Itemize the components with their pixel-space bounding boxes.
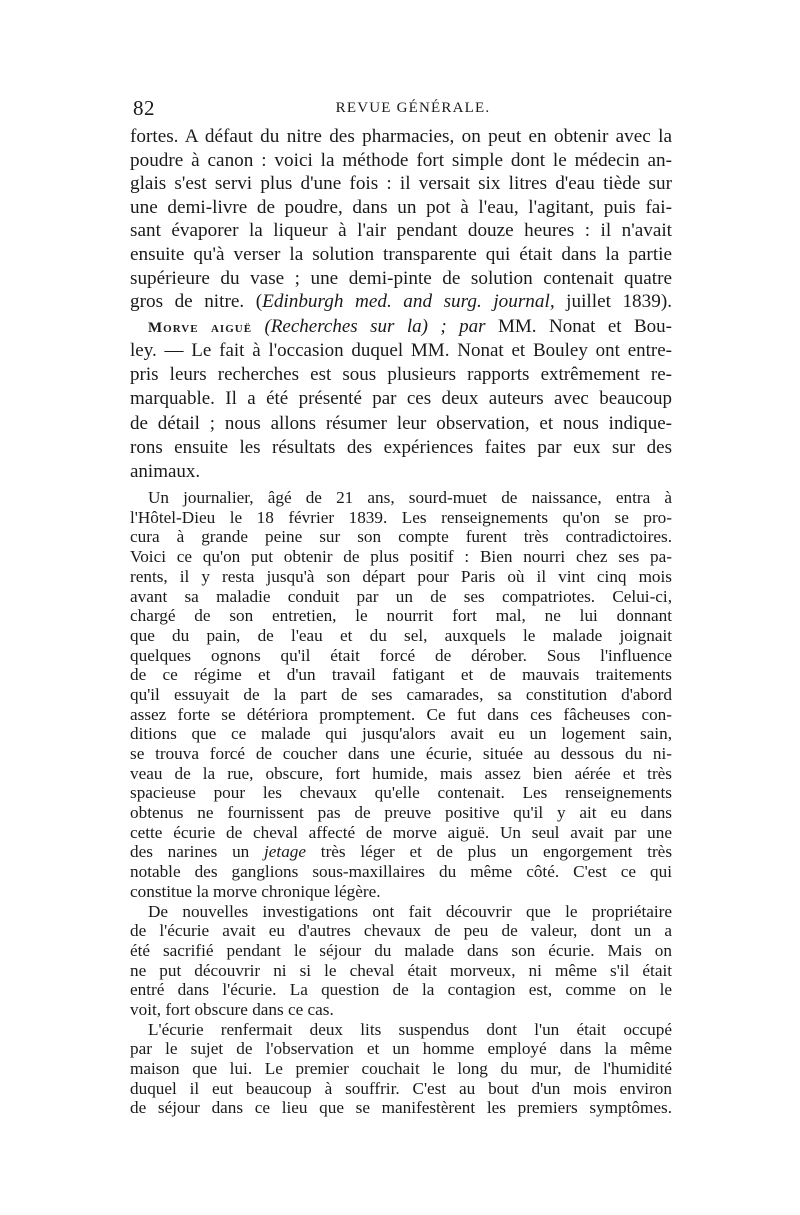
text-line: de séjour dans ce lieu que se manifestèrent les premiers symptômes. [130,1098,672,1118]
citation-suffix: juillet 1839). [554,291,673,313]
text-line: avant sa maladie conduit par un de ses compatriotes. Celui-ci, [130,586,672,606]
text-line: constitue la morve chronique légère. [130,881,381,901]
journal-title: Edinburgh med. and surg. journal, [262,291,555,313]
text-line: quelques ognons qu'il était forcé de dérober. Sous l'influence [130,645,672,665]
paragraph-nitre [130,125,672,314]
text-line: sant évaporer la liqueur à l'air pendant douze heures : il n'avait [130,220,672,242]
text-line: de l'écurie avait eu d'autres chevaux de peu de valeur, dont un a [130,921,672,941]
text-line: supérieure du vase ; une demi-pinte de solution contenait quatre [130,267,672,289]
text-fragment: des narines un [130,842,265,862]
section-morve-aigue [130,315,672,484]
page-header [133,96,673,126]
section-title: Morve aiguë [148,319,253,336]
text-line: chargé de son entretien, le nourrit fort mal, ne lui donnant [130,606,672,626]
text-line: une demi-livre de poudre, dans un pot à l'eau, l'agitant, puis fai- [130,196,672,218]
citation-line [130,290,672,314]
text-line: ne put découvrir ni si le cheval était morveux, ni même s'il était [130,960,672,980]
text-line: spacieuse pour les chevaux qu'elle contenait. Les renseignements [130,783,672,803]
text-line: ley. — Le fait à l'occasion duquel MM. Nonat et Bouley ont entre- [130,339,672,361]
section-title-line [130,315,672,339]
text-fragment: très léger et de plus un engorgement très [306,842,673,862]
text-line: De nouvelles investigations ont fait découvrir que le propriétaire [148,901,672,921]
text-line: poudre à canon : voici la méthode fort simple dont le médecin an- [130,149,672,171]
text-line: glais s'est servi plus d'une fois : il versait six litres d'eau tiède sur [130,173,672,195]
text-line: se trouva forcé de coucher dans une écurie, située au dessous du ni- [130,744,672,763]
text-line: rents, il y resta jusqu'à son départ pour Paris où il vint cinq mois [130,566,672,586]
text-line: duquel il eut beaucoup à souffrir. C'est au bout d'un mois environ [130,1078,672,1098]
text-line: par le sujet de l'observation et un homme employé dans la même [130,1039,672,1059]
text-line: cura à grande peine sur son compte furent très contradictoires. [130,527,672,547]
running-head: REVUE GÉNÉRALE. [335,100,491,116]
text-line: pris leurs recherches est sous plusieurs rapports extrêmement re- [130,364,672,386]
text-line: veau de la rue, obscure, fort humide, mais assez bien aérée et très [130,763,672,783]
page-body [130,125,672,1118]
observation-block [130,488,672,1118]
text-line: L'écurie renfermait deux lits suspendus dont l'un était occupé [148,1019,672,1039]
text-line: l'Hôtel-Dieu le 18 février 1839. Les renseignements qu'on se pro- [130,507,672,527]
text-line: ditions que ce malade qui jusqu'alors avait eu un logement sain, [130,724,672,744]
text-line: animaux. [130,460,201,482]
text-line: de ce régime et d'un travail fatigant et de mauvais traitements [130,665,672,685]
citation-prefix: gros de nitre. ( [130,291,263,313]
text-line: qu'il essuyait de la part de ses camarades, sa constitution d'abord [130,684,672,704]
text-line: cette écurie de cheval affecté de morve aiguë. Un seul avait par une [130,822,672,842]
section-authors: MM. Nonat et Bou- [485,315,673,337]
text-line: ensuite qu'à verser la solution transparente qui était dans la partie [130,243,672,265]
page-number: 82 [133,96,155,120]
text-line: été sacrifié pendant le séjour du malade dans son écurie. Mais on [130,940,672,960]
section-subtitle: (Recherches sur la) ; par [252,315,486,337]
text-line: maison que lui. Le premier couchait le long du mur, de l'humidité [130,1059,672,1078]
text-line: que du pain, de l'eau et du sel, auxquels le malade joignait [130,625,672,645]
text-line: Un journalier, âgé de 21 ans, sourd-muet de naissance, entra à [148,488,672,508]
text-line: de détail ; nous allons résumer leur observation, et nous indique- [130,412,672,434]
text-line: obtenus ne fournissent pas de preuve positive qu'il y ait eu dans [130,803,672,823]
text-line: rons ensuite les résultats des expériences faites par eux sur des [130,436,672,458]
text-line: fortes. A défaut du nitre des pharmacies, on peut en obtenir avec la [130,126,672,147]
term-jetage: jetage [264,842,307,862]
text-line: Voici ce qu'on put obtenir de plus positif : Bien nourri chez ses pa- [130,547,672,567]
text-line: assez forte se détériora promptement. Ce fut dans ces fâcheuses con- [130,704,672,724]
text-line: entré dans l'écurie. La question de la contagion est, comme on le [130,980,672,1000]
text-line: voit, fort obscure dans ce cas. [130,999,334,1019]
jetage-line [130,842,672,862]
text-line: notable des ganglions sous-maxillaires du même côté. C'est ce qui [130,862,672,882]
text-line: marquable. Il a été présenté par ces deux auteurs avec beaucoup [130,388,672,410]
